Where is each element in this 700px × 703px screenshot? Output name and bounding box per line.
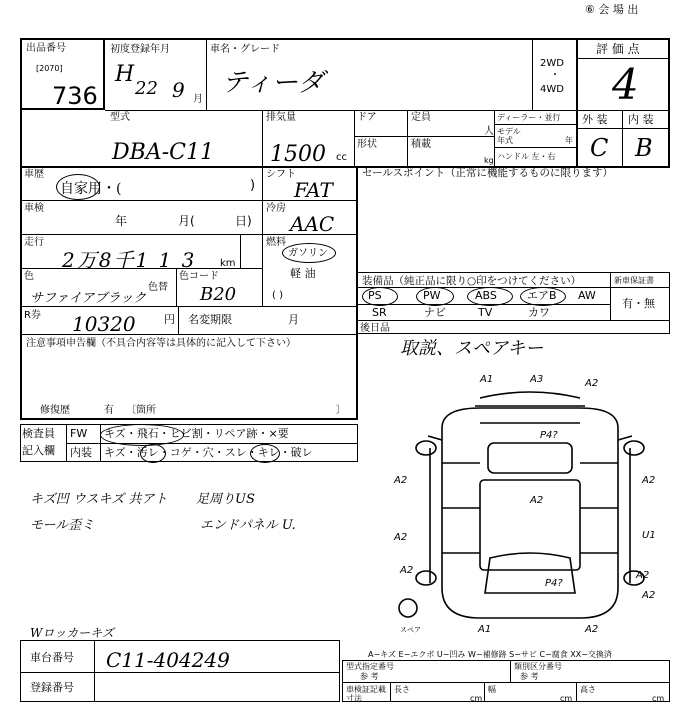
lot-box — [20, 38, 105, 110]
r-ticket-unit: 円 — [164, 313, 175, 326]
fuel-label: 燃料 — [266, 237, 286, 248]
header-top-right: ⑥ 会 場 出 — [585, 3, 639, 16]
equipment-label: 装備品（純正品に限り○印をつけてください） — [362, 275, 582, 287]
mark-right-rear: A2 — [636, 570, 650, 581]
bottom-r3a: 車検証記載 — [346, 685, 386, 694]
history-value: 自家用・( — [60, 181, 122, 197]
equip-ps-circle — [362, 287, 398, 306]
mark-left-rear: A2 — [400, 565, 414, 576]
capacity-label: 定員 — [411, 112, 431, 123]
name-change-unit: 月 — [288, 313, 299, 326]
inspection-month: 月( — [178, 214, 195, 228]
rating-label: 評 価 点 — [596, 42, 640, 56]
first-reg-label: 初度登録年月 — [110, 44, 170, 55]
r-ticket-value: 10320 — [72, 312, 136, 336]
load-unit: kg — [484, 156, 494, 165]
dealer-year-label: 年式 — [497, 136, 513, 145]
ac-value: AAC — [290, 212, 335, 236]
color-code-value: B20 — [200, 284, 237, 305]
bottom-r3c: 幅 — [488, 685, 496, 694]
inspection-year: 年 — [115, 214, 128, 228]
dealer-label: ディーラー・並行 — [497, 113, 561, 122]
inspector-label2: 記入欄 — [22, 444, 55, 457]
legend: A−キズ E−エクボ U−凹み W−補修跡 S−サビ C−腐食 XX−交換済 — [368, 650, 612, 659]
rating-int: B — [635, 134, 653, 162]
car-damage-diagram — [380, 368, 680, 638]
inspector-interior: 内装 — [70, 446, 92, 459]
fuel-gas: ガソリン — [288, 248, 328, 259]
equip-sr: SR — [372, 306, 387, 319]
bottom-r2a: 参 考 — [360, 672, 379, 681]
fuel-circle — [282, 243, 336, 263]
mark-left-front: A2 — [394, 475, 408, 486]
car-name-label: 車名・グレード — [210, 44, 280, 55]
lot-number: 736 — [52, 82, 98, 110]
rating-ext-label: 外 装 — [582, 113, 608, 126]
mark-left-mid: A2 — [394, 532, 408, 543]
mark-front-left: A1 — [480, 374, 494, 385]
fuel-diesel: 軽 油 — [290, 267, 316, 280]
color-label: 色 — [24, 271, 34, 282]
displacement-label: 排気量 — [266, 112, 296, 123]
mileage-value: 2万8千1 1 3 — [62, 248, 197, 272]
dealer-model-label: モデル — [497, 127, 521, 136]
bottom-r2b: 参 考 — [520, 672, 539, 681]
dealer-handle-label: ハンドル 左・右 — [497, 152, 556, 161]
bottom-cm3: cm — [652, 694, 665, 703]
inspector-label1: 検査員 — [22, 427, 55, 440]
equip-airbag: エアB — [527, 289, 557, 302]
mark-rear-right: A2 — [585, 624, 599, 635]
fw-circle — [100, 424, 184, 446]
after-label: 後日品 — [360, 323, 390, 334]
bottom-r3d: 高さ — [580, 685, 596, 694]
mark-right-front: A2 — [642, 475, 656, 486]
spare-label: スペア — [400, 626, 421, 634]
r-ticket-label: R券 — [24, 310, 41, 321]
repair-close: 〕 — [336, 405, 346, 416]
chassis-label: 車台番号 — [30, 651, 74, 664]
equip-tv: TV — [478, 306, 493, 319]
color-same: 色替 — [148, 282, 168, 293]
bottom-cm2: cm — [560, 694, 573, 703]
mileage-label: 走行 — [24, 237, 44, 248]
first-reg-year: 22 — [135, 78, 158, 99]
mileage-unit: km — [220, 258, 236, 269]
remarks-line2b: エンドパネル U. — [200, 518, 296, 533]
drive-4wd: 4WD — [540, 84, 564, 95]
after-value: 取説、スペアキー — [400, 338, 544, 359]
color-value: サファイアブラック — [30, 291, 147, 306]
mark-front-center: A3 — [530, 374, 544, 385]
lot-label: 出品番号 — [26, 43, 66, 54]
repair-value: 有 — [104, 405, 114, 416]
bottom-cm1: cm — [470, 694, 483, 703]
drive-dot: ・ — [550, 70, 560, 81]
equip-aw: AW — [578, 289, 596, 302]
mark-front-right: A2 — [585, 378, 599, 389]
repair-label: 修復歴 — [40, 405, 70, 416]
equip-leather: カワ — [528, 306, 550, 319]
rating-ext: C — [590, 134, 609, 162]
history-label: 車歴 — [24, 169, 44, 180]
bottom-r1a: 型式指定番号 — [346, 662, 394, 671]
lot-sub: [2070] — [36, 64, 63, 73]
mark-hood: P4? — [540, 430, 558, 441]
rating-int-label: 内 装 — [628, 113, 654, 126]
shift-value: FAT — [294, 178, 333, 202]
mark-roof: A2 — [530, 495, 544, 506]
name-change-label: 名変期限 — [188, 313, 232, 326]
mark-rear-left: A1 — [478, 624, 492, 635]
equip-ps: PS — [368, 289, 382, 302]
inspection-label: 車検 — [24, 203, 44, 214]
first-reg-era: H — [115, 62, 135, 87]
color-code-label: 色コード — [179, 271, 219, 282]
equip-pw: PW — [423, 289, 441, 302]
chassis-value: C11-404249 — [106, 648, 230, 672]
equip-abs: ABS — [475, 289, 497, 302]
mark-right-rear2: A2 — [642, 590, 656, 601]
shift-label: シフト — [266, 169, 296, 180]
remarks-line1a: キズ凹 ウスキズ 共アト — [30, 492, 168, 507]
ac-label: 冷房 — [266, 203, 286, 214]
inspection-day: 日) — [235, 214, 252, 228]
model-label: 型式 — [110, 112, 130, 123]
inspector-fw-items: キズ・飛石・ヒビ割・リペア跡・×要 — [104, 427, 289, 440]
equip-pw-circle — [416, 287, 454, 306]
notes-label: 注意事項申告欄（不具合内容等は具体的に記入して下さい） — [26, 338, 296, 349]
fuel-paren: ( ) — [272, 290, 283, 301]
recycle-value: 有・無 — [622, 297, 655, 310]
displacement-unit: cc — [336, 152, 347, 163]
recycle-label: 新車保証書 — [614, 276, 654, 285]
equip-abs-circle — [467, 287, 513, 306]
bottom-r3b: 長さ — [394, 685, 410, 694]
first-reg-unit: 月 — [193, 94, 203, 105]
inspector-fw: FW — [70, 427, 88, 440]
bottom-r4a: 寸法 — [346, 694, 362, 703]
bottom-r1b: 類別区分番号 — [514, 662, 562, 671]
reg-label: 登録番号 — [30, 681, 74, 694]
history-close: ) — [250, 178, 256, 193]
load-label: 積載 — [411, 139, 431, 150]
mark-trunk: P4? — [545, 578, 563, 589]
door-shape-label: 形状 — [357, 139, 377, 150]
dealer-year-unit: 年 — [565, 136, 573, 145]
int-circle-2 — [250, 444, 280, 463]
rating-score: 4 — [612, 60, 639, 109]
displacement-value: 1500 — [270, 142, 326, 167]
remarks-line1b: 足周りUS — [196, 492, 255, 507]
int-circle-1 — [140, 444, 166, 463]
mark-right-mid: U1 — [642, 530, 656, 541]
capacity-unit: 人 — [484, 126, 494, 137]
model-value: DBA-C11 — [112, 140, 214, 165]
history-circle — [56, 174, 100, 200]
sales-label: セールスポイント（正常に機能するものに限ります） — [362, 167, 614, 179]
remarks-line2a: モール歪ミ — [30, 518, 95, 533]
repair-spot: 〔箇所 — [126, 405, 156, 416]
first-reg-month: 9 — [172, 78, 185, 102]
equip-navi: ナビ — [424, 306, 446, 319]
inspector-int-items: キズ・汚レ・コゲ・穴・スレ・キレ・破レ — [104, 446, 313, 459]
remarks-line3: Wロッカーキズ — [30, 626, 114, 640]
car-name: ティーダ — [222, 68, 324, 98]
equip-airbag-circle — [520, 287, 566, 306]
drive-2wd: 2WD — [540, 58, 564, 69]
door-label: ドア — [357, 112, 377, 123]
